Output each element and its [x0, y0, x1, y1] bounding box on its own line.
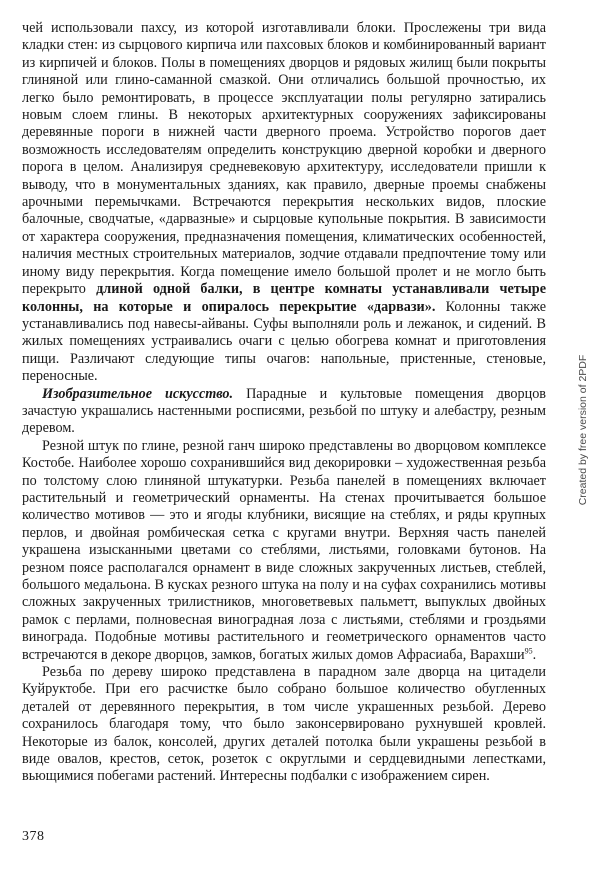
paragraph-stucco — [22, 438, 546, 664]
watermark: Created by free version of 2PDF — [577, 354, 589, 506]
page-number: 378 — [22, 829, 45, 844]
page-text — [22, 20, 546, 786]
paragraph-text: Резной штук по глине, резной ганч широко представлены во дворцовом комплексе Костобе. Наиболее хорошо сохранившийся вид декорировки – художественная резьба по толстому слою глиняной штукатурки. Резьба панелей в помещениях включает растительный и геометрический орнаменты. На стенах прочитывается большое количество мотивов — это и ягоды клубники, висящие на стеблях, и ряды крупных перлов, и двойная ромбическая сетка с кругами внутри. Верхняя часть панелей украшена изысканными цветами со стеблями, листьями, головками бутонов. На резном поясе располагался орнамент в виде сложных закрученных листьев, стеблей, большого медальона. В кусках резного штука на полу и на суфах сохранились мотивы сложных закрученных трилистников, многоветвевых пальметт, выпуклых двойных рамок с перлами, полновесная виноградная лоза с листьями, стеблями и гроздьями винограда. Подобные мотивы растительного и геометрического орнаментов часто встречаются в декоре дворцов, замков, богатых жилых домов Афрасиаба, Варахши — [22, 437, 546, 663]
paragraph-text-bold: длиной одной балки, в центре комнаты устанавливали четыре колонны, на которые и опиралось перекрытие «дарвази». — [22, 281, 546, 315]
paragraph-text: Парадные и культовые помещения дворцов зачастую украшались настенными росписями, резьбой по штуку и алебастру, резным деревом. — [22, 385, 546, 437]
paragraph-text: Резьба по дереву широко представлена в парадном зале дворца на цитадели Куйруктобе. При его расчистке было собрано большое количество обугленных деталей от деревянного перекрытия, в том числе украшенных резьбой. Дерево сохранилось благодаря тому, что было законсервировано рухнувшей кровлей. Некоторые из балок, консолей, других деталей потолка были украшены резьбой в виде овалов, крестов, сеток, розеток с округлыми и сердцевидными лепестками, вьющимися побегами растений. Интересны подбалки с изображением сирен. — [22, 664, 546, 785]
paragraph-architecture — [22, 20, 546, 386]
footnote-reference[interactable]: 95 — [524, 645, 533, 655]
section-heading: Изобразительное искусство. — [42, 385, 234, 402]
paragraph-text: Колонны также устанавливались под навесы-айваны. Суфы выполняли роль и лежанок, и сидений. В жилых помещениях устраивались очаги с целью обогрева комнат и приготовления пищи. Различают следующие типы очагов: напольные, пристенные, стеновые, переносные. — [22, 298, 547, 385]
paragraph-fine-art — [22, 386, 546, 438]
paragraph-woodcarving — [22, 664, 546, 786]
paragraph-text: чей использовали пахсу, из которой изготавливали блоки. Прослежены три вида кладки стен: из сырцового кирпича или пахсовых блоков и комбинированный вариант из кирпичей и блоков. Полы в помещениях дворцов и рядовых жилищ были покрыты глиняной или глино-саманной смазкой. Они отличались большой прочностью, их легко было ремонтировать, в процессе эксплуатации полы регулярно затирались новым слоем глины. В некоторых архитектурных сооружениях зафиксированы деревянные пороги в нижней части дверного проема. Устройство порогов дает возможность исследователям определить конструкцию дверной коробки и дверного порога в целом. Анализируя средневековую архитектуру, исследователи пришли к выводу, что в монументальных зданиях, как правило, дверные проемы снабжены арочными перемычками. Встречаются перекрытия нескольких видов, плоские балочные, сводчатые, «дарвазные» и сырцовые купольные покрытия. В зависимости от характера сооружения, предназначения помещения, климатических особенностей, наличия местных строительных материалов, зодчие отдавали предпочтение тому или иному виду перекрытия. Когда помещение имело большой пролет и не могло быть перекрыто — [22, 20, 546, 298]
paragraph-end: . — [532, 646, 537, 663]
